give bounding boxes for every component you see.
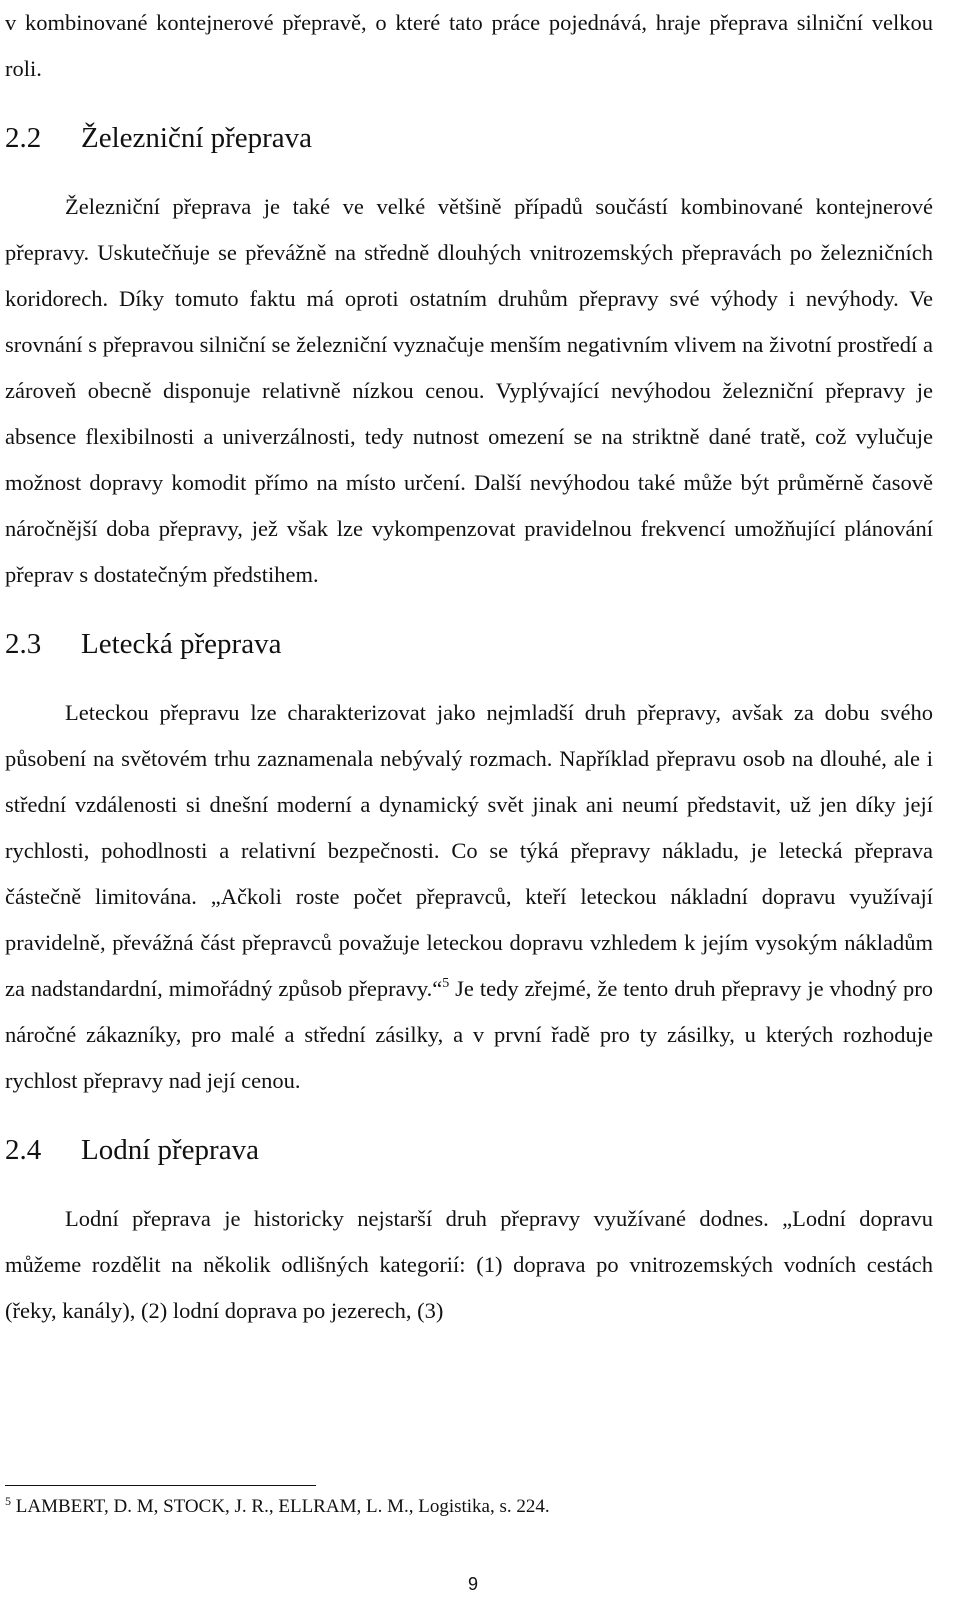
footnote <box>5 1495 550 1519</box>
footnote-reference[interactable]: 5 <box>442 976 450 991</box>
page-number: 9 <box>467 1574 478 1594</box>
paragraph-text: Leteckou přepravu lze charakterizovat jako nejmladší druh přepravy, avšak za dobu svého působení na světovém trhu zaznamenala nebývalý rozmach. Například přepravu osob na dlouhé, ale i střední vzdálenosti si dnešní moderní a dynamický svět jinak ani neumí představit, už jen díky její rychlosti, pohodlnosti a relativní bezpečnosti. Co se týká přepravy nákladu, je letecká přeprava částečně limitována. „Ačkoli roste počet přepravců, kteří leteckou nákladní dopravu využívají pravidelně, převážná část přepravců považuje leteckou dopravu vzhledem k jejím vysokým nákladům za nadstandardní, mimořádný způsob přepravy.“ <box>5 700 933 1001</box>
section-heading-2-2 <box>5 115 933 161</box>
section-number: 2.3 <box>5 628 42 660</box>
footnote-number: 5 <box>5 1494 11 1508</box>
intro-paragraph: v kombinované kontejnerové přepravě, o které tato práce pojednává, hraje přeprava silniční velkou roli. <box>5 10 933 81</box>
footnote-separator <box>5 1485 316 1486</box>
section-heading-2-3 <box>5 621 933 667</box>
section-title: Lodní přeprava <box>81 1134 259 1166</box>
section-2-3-paragraph <box>5 690 933 1104</box>
footnote-text: LAMBERT, D. M, STOCK, J. R., ELLRAM, L. M., Logistika, s. 224. <box>15 1496 550 1517</box>
section-2-2-paragraph: Železniční přeprava je také ve velké většině případů součástí kombinované kontejnerové přepravy. Uskutečňuje se převážně na středně dlouhých vnitrozemských přepravách po železničních koridorech. Díky tomuto faktu má oproti ostatním druhům přepravy své výhody i nevýhody. Ve srovnání s přepravou silniční se železniční vyznačuje menším negativním vlivem na životní prostředí a zároveň obecně disponuje relativně nízkou cenou. Vyplývající nevýhodou železniční přepravy je absence flexibilnosti a univerzálnosti, tedy nutnost omezení se na striktně dané tratě, což vylučuje možnost dopravy komodit přímo na místo určení. Další nevýhodou také může být průměrně časově náročnější doba přepravy, jež však lze vykompenzovat pravidelnou frekvencí umožňující plánování přeprav s dostatečným předstihem. <box>5 194 933 587</box>
section-number: 2.2 <box>5 122 42 154</box>
section-title: Železniční přeprava <box>81 122 313 154</box>
section-heading-2-4 <box>5 1127 933 1173</box>
paragraph-text: Je tedy zřejmé, že tento druh přepravy je vhodný pro náročné zákazníky, pro malé a střední zásilky, a v první řadě pro ty zásilky, u kterých rozhoduje rychlost přepravy nad její cenou. <box>5 976 933 1093</box>
section-2-4-paragraph: Lodní přeprava je historicky nejstarší druh přepravy využívané dodnes. „Lodní dopravu můžeme rozdělit na několik odlišných kategorií: (1) doprava po vnitrozemských vodních cestách (řeky, kanály), (2) lodní doprava po jezerech, (3) <box>5 1206 933 1323</box>
section-number: 2.4 <box>5 1134 42 1166</box>
page-content <box>5 0 933 1334</box>
section-title: Letecká přeprava <box>81 628 282 660</box>
